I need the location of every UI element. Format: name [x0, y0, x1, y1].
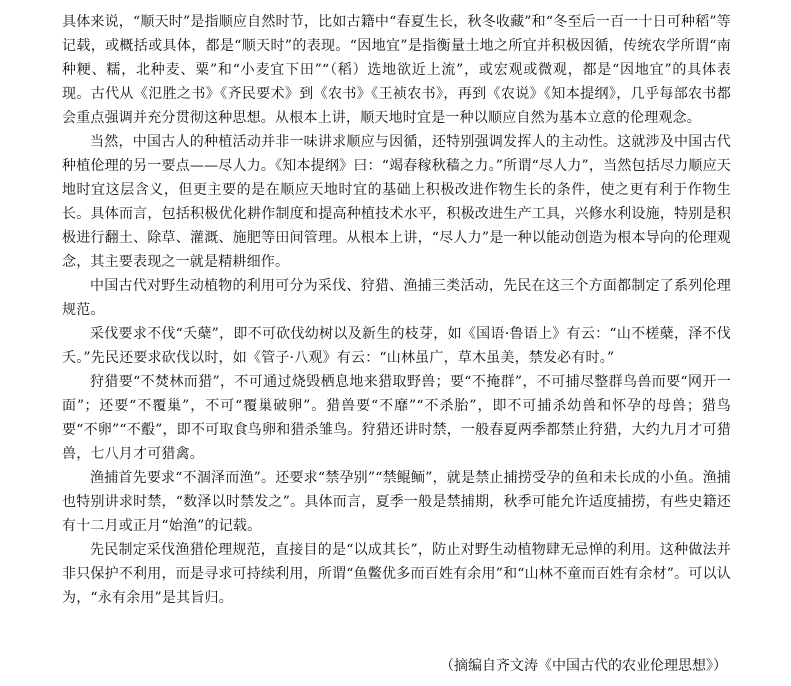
paragraph-7: 先民制定采伐渔猎伦理规范，直接目的是“以成其长”，防止对野生动植物肆无忌惮的利用。这种做法并非只保护不利用，而是寻求可持续利用，所谓“鱼鳖优多而百姓有余用”和“山林不童而百姓有余材”。可以认为，“永有余用”是其旨归。 — [62, 542, 731, 606]
paragraph-6: 渔捕首先要求“不涸泽而渔”。还要求“禁孕别”“禁鲲鲕”，就是禁止捕捞受孕的鱼和未长成的小鱼。渔捕也特别讲求时禁，“数泽以时禁发之”。具体而言，夏季一般是禁捕期，秋季可能允许适度捕捞，有些史籍还有十二月或正月“始渔”的记载。 — [62, 470, 731, 534]
source-citation: （摘编自齐文涛《中国古代的农业伦理思想》） — [440, 658, 727, 674]
paragraph-3: 中国古代对野生动植物的利用可分为采伐、狩猎、渔捕三类活动，先民在这三个方面都制定了系列伦理规范。 — [62, 278, 731, 318]
paragraph-5: 狩猎要“不焚林而猎”，不可通过烧毁栖息地来猎取野兽；要“不掩群”，不可捕尽整群鸟兽而要“网开一面”；还要“不覆巢”，不可“覆巢破卵”。猎兽要“不靡”“不杀胎”，即不可捕杀幼兽和怀孕的母兽；猎鸟要“不卵”“不鷇”，即不可取食鸟卵和猎杀雏鸟。狩猎还讲时禁，一般春夏两季都禁止狩猎，大约九月才可猎兽，七八月才可猎禽。 — [62, 374, 731, 462]
paragraph-1: 具体来说，“顺天时”是指顺应自然时节，比如古籍中“春夏生长，秋冬收藏”和“冬至后一百一十日可种稻”等记载，或概括或具体，都是“顺天时”的表现。“因地宜”是指衡量土地之所宜并积极因循，传统农学所谓“南种粳、糯，北种麦、粟”和“小麦宜下田”“（稻）选地欲近上流”，或宏观或微观，都是“因地宜”的具体表现。古代从《氾胜之书》《齐民要术》到《农书》《王祯农书》，再到《农说》《知本提纲》，几乎每部农书都会重点强调并充分贯彻这种思想。从根本上讲，顺天地时宜是一种以顺应自然为基本立意的伦理观念。 — [62, 14, 731, 126]
paragraph-4: 采伐要求不伐“夭蘖”，即不可砍伐幼树以及新生的枝芽，如《国语·鲁语上》有云：“山不槎蘖，泽不伐夭。”先民还要求砍伐以时，如《管子·八观》有云：“山林虽广，草木虽美，禁发必有时。” — [62, 326, 731, 366]
paragraph-2: 当然，中国古人的种植活动并非一味讲求顺应与因循，还特别强调发挥人的主动性。这就涉及中国古代种植伦理的另一要点——尽人力。《知本提纲》曰：“竭春稼秋穑之力。”所谓“尽人力”，当然包括尽力顺应天地时宜这层含义，但更主要的是在顺应天地时宜的基础上积极改进作物生长的条件，使之更有利于作物生长。具体而言，包括积极优化耕作制度和提高种植技术水平，积极改进生产工具，兴修水利设施，特别是积极进行翻土、除草、灌溉、施肥等田间管理。从根本上讲，“尽人力”是一种以能动创造为根本导向的伦理观念，其主要表现之一就是精耕细作。 — [62, 134, 731, 270]
